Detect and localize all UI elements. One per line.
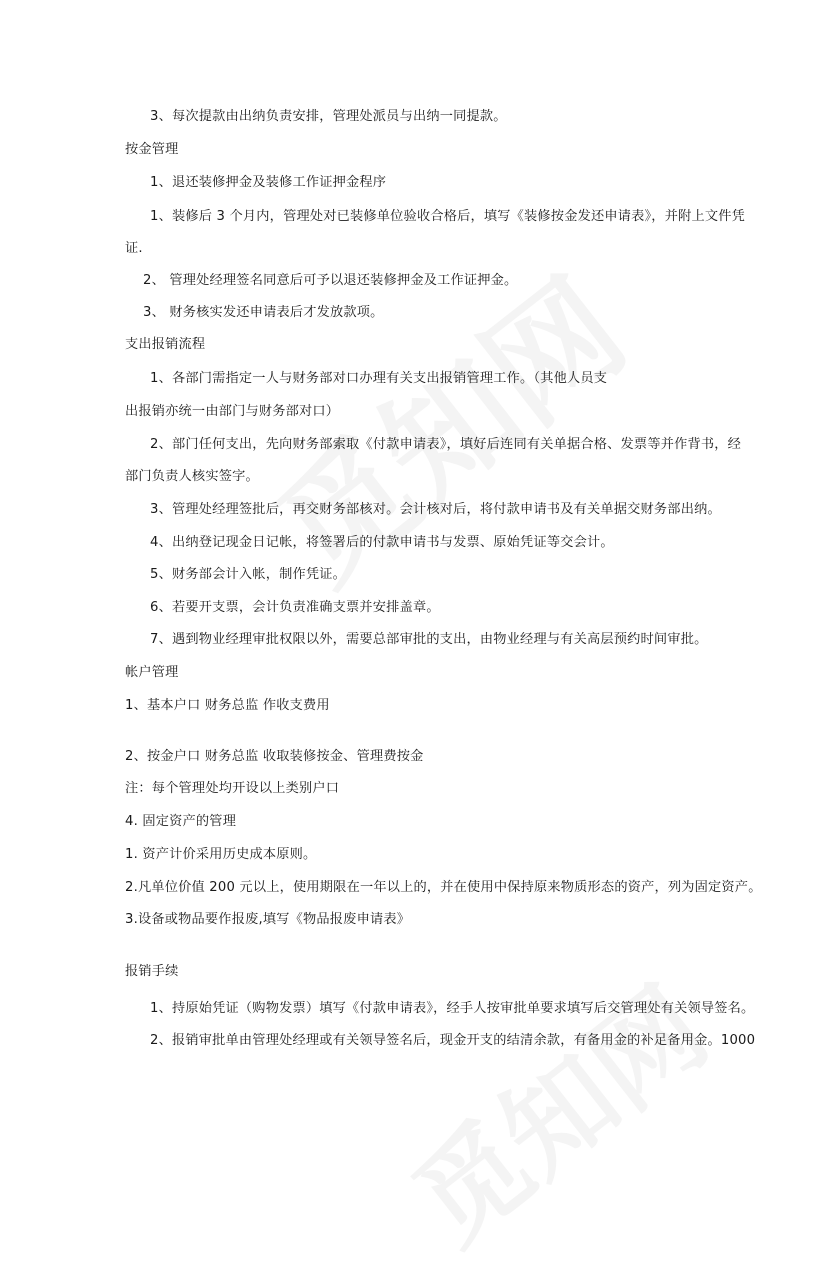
paragraph-line: 2、报销审批单由管理处经理或有关领导签名后，现金开支的结清余款，有备用金的补足备用金。1000 (150, 1033, 756, 1048)
paragraph-line: 2.凡单位价值 200 元以上，使用期限在一年以上的，并在使用中保持原来物质形态的资产，列为固定资产。 (125, 880, 762, 895)
paragraph-line: 2、 管理处经理签名同意后可予以退还装修押金及工作证押金。 (143, 273, 518, 288)
paragraph-line: 6、若要开支票，会计负责准确支票并安排盖章。 (150, 600, 440, 615)
section-heading: 支出报销流程 (125, 337, 206, 352)
section-heading: 报销手续 (125, 964, 179, 979)
paragraph-line: 1、装修后 3 个月内，管理处对已装修单位验收合格后，填写《装修按金发还申请表》，并附上文件凭 (150, 209, 746, 224)
section-heading: 帐户管理 (125, 665, 179, 680)
paragraph-line: 4、出纳登记现金日记帐，将签署后的付款申请书与发票、原始凭证等交会计。 (150, 535, 614, 550)
paragraph-line: 1、持原始凭证（购物发票）填写《付款申请表》，经手人按审批单要求填写后交管理处有关领导签名。 (150, 1001, 755, 1016)
paragraph-line: 3、管理处经理签批后，再交财务部核对。会计核对后，将付款申请书及有关单据交财务部出纳。 (150, 502, 721, 517)
paragraph-line: 5、财务部会计入帐，制作凭证。 (150, 567, 347, 582)
paragraph-line: 证. (125, 241, 143, 256)
paragraph-line: 2、部门任何支出，先向财务部索取《付款申请表》，填好后连同有关单据合格、发票等并作背书，经 (150, 437, 742, 452)
paragraph-line: 1、退还装修押金及装修工作证押金程序 (150, 175, 387, 190)
paragraph-line: 部门负责人核实签字。 (125, 469, 259, 484)
paragraph-line: 出报销亦统一由部门与财务部对口） (125, 404, 340, 419)
paragraph-line: 3、每次提款由出纳负责安排，管理处派员与出纳一同提款。 (150, 109, 507, 124)
paragraph-line: 1、各部门需指定一人与财务部对口办理有关支出报销管理工作。（其他人员支 (150, 371, 608, 386)
watermark-text-2 (376, 945, 733, 1273)
section-heading: 按金管理 (125, 142, 179, 157)
paragraph-line: 3.设备或物品要作报废,填写《物品报废申请表》 (125, 912, 411, 927)
paragraph-line: 3、 财务核实发还申请表后才发放款项。 (143, 305, 384, 320)
paragraph-line: 2、按金户口 财务总监 收取装修按金、管理费按金 (125, 749, 424, 764)
paragraph-line: 7、遇到物业经理审批权限以外，需要总部审批的支出，由物业经理与有关高层预约时间审批。 (150, 632, 708, 647)
paragraph-line: 1. 资产计价采用历史成本原则。 (125, 847, 317, 862)
paragraph-line: 注：每个管理处均开设以上类别户口 (125, 781, 340, 796)
paragraph-line: 1、基本户口 财务总监 作收支费用 (125, 698, 330, 713)
section-heading: 4. 固定资产的管理 (125, 814, 237, 829)
